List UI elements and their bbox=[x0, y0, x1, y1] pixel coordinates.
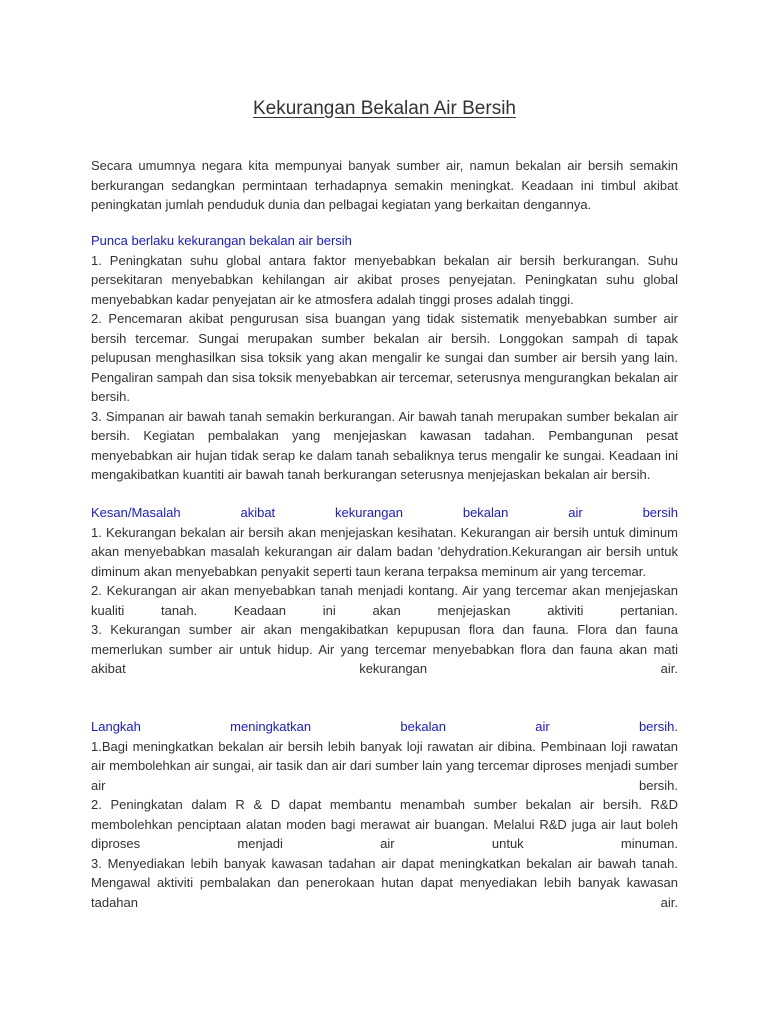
section-solutions-heading-row bbox=[91, 717, 678, 737]
section-effects-item-3: 3. Kekurangan sumber air akan mengakibatkan kepupusan flora dan fauna. Flora dan fauna memerlukan sumber air untuk hidup. Air yang tercemar menyebabkan flora dan fauna akan mati akibat kekurangan air. bbox=[91, 622, 678, 676]
section-solutions-heading: Langkah meningkatkan bekalan air bersih bbox=[91, 719, 675, 734]
section-causes-item-1: 1. Peningkatan suhu global antara faktor menyebabkan bekalan air bersih berkurangan. Suhu persekitaran menyebabkan kehilangan air akibat proses penyejatan. Peningkatan suhu global menyebabkan kadar penyejatan air ke atmosfera adalah tinggi proses adalah tinggi. bbox=[91, 252, 678, 307]
section-effects bbox=[91, 503, 678, 679]
section-solutions bbox=[91, 717, 678, 912]
section-causes bbox=[91, 231, 678, 485]
section-solutions-item-3: 3. Menyediakan lebih banyak kawasan tadahan air dapat meningkatkan bekalan air bawah tanah. Mengawal aktiviti pembalakan dan penerokaan hutan dapat menyediakan lebih banyak kawasan tadahan air. bbox=[91, 855, 678, 910]
section-effects-item-1: 1. Kekurangan bekalan air bersih akan menjejaskan kesihatan. Kekurangan air bersih untuk diminum akan menyebabkan masalah kekurangan air dalam badan 'dehydration.Kekurangan air bersih untuk diminum akan menyebabkan penyakit seperti taun kerana terpaksa meminum air yang tercemar. bbox=[91, 524, 678, 579]
intro-paragraph: Secara umumnya negara kita mempunyai banyak sumber air, namun bekalan air bersih semakin berkurangan sedangkan permintaan terhadapnya semakin meningkat. Keadaan ini timbul akibat peningkatan jumlah penduduk dunia dan pelbagai kegiatan yang berkaitan dengannya. bbox=[91, 158, 678, 212]
section-causes-item-2: 2. Pencemaran akibat pengurusan sisa buangan yang tidak sistematik menyebabkan sumber air bersih tercemar. Sungai merupakan sumber bekalan air bersih. Longgokan sampah di tapak pelupusan menghasilkan sisa toksik yang akan mengalir ke sungai dan sumber air bersih yang lain. Pengaliran sampah dan sisa toksik menyebabkan air tercemar, seterusnya mengurangkan bekalan air bersih. bbox=[91, 311, 678, 404]
section-effects-heading: Kesan/Masalah akibat kekurangan bekalan air bersih bbox=[91, 505, 678, 520]
section-causes-item-3: 3. Simpanan air bawah tanah semakin berkurangan. Air bawah tanah merupakan sumber bekalan air bersih. Kegiatan pembalakan yang menjejaskan kawasan tadahan. Pembangunan pesat menyebabkan air hujan tidak serap ke dalam tanah sebaliknya terus mengalir ke sungai. Keadaan ini mengakibatkan kuantiti air bawah tanah berkurangan seterusnya menjejaskan bekalan air bersih. bbox=[91, 408, 678, 482]
section-solutions-item-2: 2. Peningkatan dalam R & D dapat membantu menambah sumber bekalan air bersih. R&D membolehkan penciptaan alatan moden bagi merawat air buangan. Melalui R&D juga air laut boleh diproses menjadi air untuk minuman. bbox=[91, 797, 678, 851]
section-solutions-item-1: 1.Bagi meningkatkan bekalan air bersih lebih banyak loji rawatan air dibina. Pembinaan loji rawatan air membolehkan air sungai, air tasik dan air dari sumber lain yang tercemar diproses menjadi sumber air bersih. bbox=[91, 738, 678, 793]
page-title: Kekurangan Bekalan Air Bersih bbox=[253, 98, 516, 119]
section-effects-item-2: 2. Kekurangan air akan menyebabkan tanah menjadi kontang. Air yang tercemar akan menjejaskan kualiti tanah. Keadaan ini akan menjejaskan aktiviti pertanian. bbox=[91, 583, 678, 618]
section-causes-heading: Punca berlaku kekurangan bekalan air bersih bbox=[91, 233, 352, 248]
section-solutions-heading-suffix: . bbox=[674, 719, 678, 734]
